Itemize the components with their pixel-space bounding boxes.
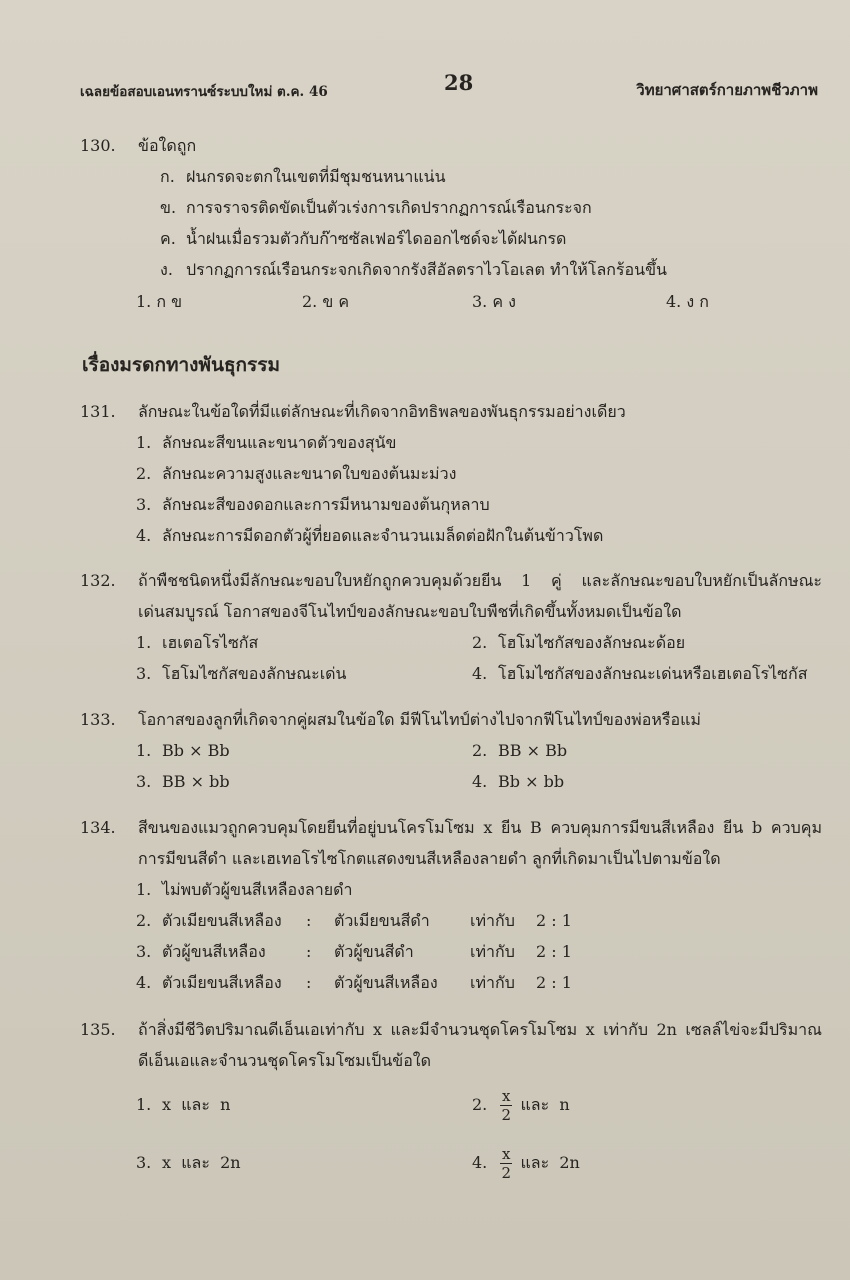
question-132 xyxy=(80,565,822,689)
question-135 xyxy=(80,1014,822,1192)
section-title: เรื่องมรดกทางพันธุกรรม xyxy=(82,354,280,376)
choice-2: 2. ลักษณะความสูงและขนาดใบของต้นมะม่วง xyxy=(136,464,457,483)
choice-3: 3. โฮโมไซกัสของลักษณะเด่น xyxy=(136,664,347,683)
choice-3: 3. x และ 2n xyxy=(136,1153,241,1172)
choice-row xyxy=(80,766,822,797)
question-text: ข้อใดถูก xyxy=(138,136,197,155)
question-131 xyxy=(80,396,822,551)
choice-2: 2. ตัวเมียขนสีเหลือง : ตัวเมียขนสีดำ เท่ากับ 2 : 1 xyxy=(136,911,572,930)
choice-1: 1. ลักษณะสีขนและขนาดตัวของสุนัข xyxy=(136,433,397,452)
question-number: 133. xyxy=(80,710,116,729)
question-130 xyxy=(80,130,822,319)
header-book-title: เฉลยข้อสอบเอนทรานซ์ระบบใหม่ ต.ค. 46 xyxy=(80,84,328,100)
choice-3: 3. BB × bb xyxy=(136,772,230,791)
fraction: $\frac{x}{2}$ xyxy=(501,1145,511,1182)
fraction: $\frac{x}{2}$ xyxy=(501,1087,511,1124)
statement-item: ค. น้ำฝนเมื่อรวมตัวกับก๊าซซัลเฟอร์ไดออกไซด์จะได้ฝนกรด xyxy=(160,229,567,248)
choice-1: 1. Bb × Bb xyxy=(136,741,230,760)
question-number: 131. xyxy=(80,402,116,421)
question-text: โอกาสของลูกที่เกิดจากคู่ผสมในข้อใด มีฟีโนไทป์ต่างไปจากฟีโนไทป์ของพ่อหรือแม่ xyxy=(138,710,701,729)
choice-3: 3. ค ง xyxy=(472,292,516,311)
choice-4: 4. ลักษณะการมีดอกตัวผู้ที่ยอดและจำนวนเมล็ดต่อฝักในต้นข้าวโพด xyxy=(136,526,604,545)
choice-2: 2. BB × Bb xyxy=(472,741,568,760)
choice-4: 4. $\frac{x}{2}$ และ 2n xyxy=(472,1145,580,1182)
choice-3: 3. ลักษณะสีของดอกและการมีหนามของต้นกุหลาบ xyxy=(136,495,490,514)
choice-1: 1. เฮเตอโรไซกัส xyxy=(136,633,259,652)
choice-1: 1. ก ข xyxy=(136,292,183,311)
page-number: 28 xyxy=(444,70,474,95)
question-text-line-1: ถ้าพืชชนิดหนึ่งมีลักษณะขอบใบหยักถูกควบคุมด้วยยีน 1 คู่ และลักษณะขอบใบหยักเป็นลักษณะ xyxy=(138,571,822,590)
choice-2: 2. ข ค xyxy=(302,292,350,311)
choice-row xyxy=(80,735,822,766)
statement-item: ง. ปรากฏการณ์เรือนกระจกเกิดจากรังสีอัลตราไวโอเลต ทำให้โลกร้อนขึ้น xyxy=(160,260,667,279)
choice-4: 4. ง ก xyxy=(666,292,709,311)
question-133 xyxy=(80,704,822,797)
page-header xyxy=(80,70,818,106)
choice-4: 4. ตัวเมียขนสีเหลือง : ตัวผู้ขนสีเหลือง เท่ากับ 2 : 1 xyxy=(136,973,572,992)
choice-3: 3. ตัวผู้ขนสีเหลือง : ตัวผู้ขนสีดำ เท่ากับ 2 : 1 xyxy=(136,942,572,961)
question-number: 132. xyxy=(80,571,116,590)
statement-item: ก. ฝนกรดจะตกในเขตที่มีชุมชนหนาแน่น xyxy=(160,167,446,186)
question-number: 134. xyxy=(80,818,116,837)
choice-2: 2. $\frac{x}{2}$ และ n xyxy=(472,1087,570,1124)
choice-4: 4. โฮโมไซกัสของลักษณะเด่นหรือเฮเตอโรไซกัส xyxy=(472,664,808,683)
choice-2: 2. โฮโมไซกัสของลักษณะด้อย xyxy=(472,633,686,652)
choice-1: 1. x และ n xyxy=(136,1095,231,1114)
question-text-line-2: การมีขนสีดำ และเฮเทอโรไซโกตแสดงขนสีเหลืองลายดำ ลูกที่เกิดมาเป็นไปตามข้อใด xyxy=(138,849,721,868)
choice-row xyxy=(80,658,822,689)
question-134 xyxy=(80,812,822,998)
question-text-line-2: เด่นสมบูรณ์ โอกาสของจีโนไทป์ของลักษณะขอบใบพืชที่เกิดขึ้นทั้งหมดเป็นข้อใด xyxy=(138,602,682,621)
question-text-line-1: ถ้าสิ่งมีชีวิตปริมาณดีเอ็นเอเท่ากับ x และมีจำนวนชุดโครโมโซม x เท่ากับ 2n เซลล์ไข่จะมีปริมาณ xyxy=(138,1020,822,1039)
question-text-line-1: สีขนของแมวถูกควบคุมโดยยีนที่อยู่บนโครโมโซม x ยีน B ควบคุมการมีขนสีเหลือง ยีน b ควบคุม xyxy=(138,818,822,837)
choice-row xyxy=(80,1076,822,1134)
choice-row xyxy=(80,1134,822,1192)
statement-item: ข. การจราจรติดขัดเป็นตัวเร่งการเกิดปรากฏการณ์เรือนกระจก xyxy=(160,198,592,217)
question-number: 135. xyxy=(80,1020,116,1039)
question-text: ลักษณะในข้อใดที่มีแต่ลักษณะที่เกิดจากอิทธิพลของพันธุกรรมอย่างเดียว xyxy=(138,402,626,421)
choice-4: 4. Bb × bb xyxy=(472,772,565,791)
choice-row xyxy=(80,627,822,658)
choice-row xyxy=(80,285,822,319)
question-text-line-2: ดีเอ็นเอและจำนวนชุดโครโมโซมเป็นข้อใด xyxy=(138,1051,432,1070)
question-number: 130. xyxy=(80,136,116,155)
header-subject: วิทยาศาสตร์กายภาพชีวภาพ xyxy=(636,81,818,99)
choice-1: 1. ไม่พบตัวผู้ขนสีเหลืองลายดำ xyxy=(136,880,353,899)
